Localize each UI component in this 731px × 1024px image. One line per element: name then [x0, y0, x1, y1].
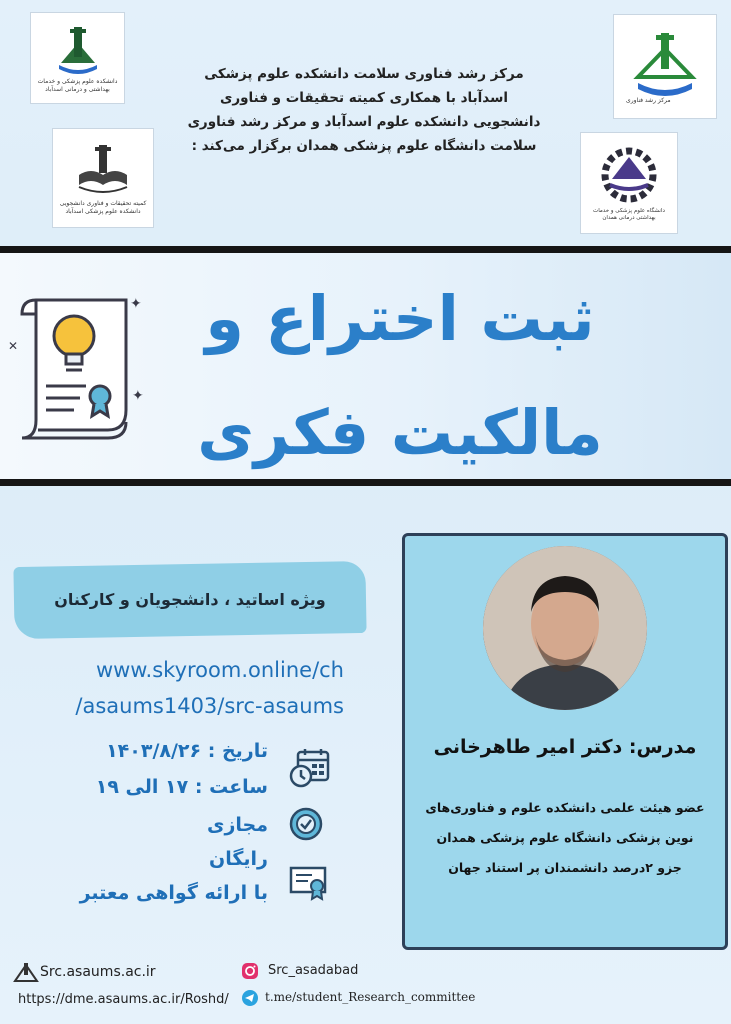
announcement-line: دانشجویی دانشکده علوم اسدآباد و مرکز رشد فناوری [187, 114, 541, 130]
logo-growth-center [613, 14, 717, 119]
certificate-icon [288, 862, 328, 902]
event-title-line2: مالکیت فکری [197, 396, 603, 469]
logo-asadabad-school [30, 12, 125, 104]
skyroom-link-line1[interactable]: www.skyroom.online/ch [95, 658, 344, 682]
bio-line: جزو ۲درصد دانشمندان پر استناد جهان [448, 860, 682, 875]
bio-line: نوین پزشکی دانشگاه علوم پزشکی همدان [436, 830, 694, 845]
event-date: تاریخ : ۱۴۰۳/۸/۲۶ [106, 740, 268, 762]
verified-badge-icon [288, 806, 324, 842]
calendar-clock-icon [288, 746, 332, 790]
announcement-line: مرکز رشد فناوری سلامت دانشکده علوم پزشکی [204, 66, 524, 82]
logo-hamadan-university [580, 132, 678, 234]
logo-caption: دانشگاه علوم پزشکی و خدمات بهداشتی درمانی همدان [593, 207, 665, 221]
website-link[interactable]: Src.asaums.ac.ir [40, 964, 156, 980]
gear-book-emblem-icon [594, 145, 664, 205]
announcement-line: اسدآباد با همکاری کمیته تحقیقات و فناوری [219, 90, 509, 106]
svg-text:✦: ✦ [132, 388, 144, 404]
announcement-line: سلامت دانشگاه علوم پزشکی همدان برگزار می‌کند : [191, 138, 537, 154]
logo-caption: مرکز رشد فناوری [626, 96, 671, 104]
telegram-icon [241, 989, 259, 1007]
svg-text:✦: ✦ [130, 296, 142, 312]
teacher-photo [483, 546, 647, 710]
school-emblem-icon [55, 23, 101, 75]
event-mode: مجازی [207, 814, 268, 836]
teacher-bio [410, 793, 720, 883]
audience-label: ویژه اساتید ، دانشجویان و کارکنان [54, 590, 326, 609]
event-time: ساعت : ۱۷ الی ۱۹ [95, 776, 268, 798]
event-price: رایگان [209, 848, 268, 870]
top-divider [0, 246, 731, 253]
instagram-handle[interactable]: Src_asadabad [268, 963, 359, 978]
book-emblem-icon [75, 141, 131, 197]
bottom-divider [0, 479, 731, 486]
event-certificate: با ارائه گواهی معتبر [79, 882, 268, 904]
logo-caption: دانشکده علوم پزشکی و خدمات بهداشتی و درمانی اسدآباد [37, 78, 118, 93]
logo-caption: کمیته تحقیقات و فناوری دانشجویی دانشکده علوم پزشکی اسدآباد [59, 200, 147, 215]
logo-research-committee [52, 128, 154, 228]
patent-lightbulb-icon [8, 290, 144, 450]
instagram-icon [241, 962, 259, 980]
bio-line: عضو هیئت علمی دانشکده علوم و فناوری‌های [425, 800, 705, 815]
roshd-url[interactable]: https://dme.asaums.ac.ir/Roshd/ [18, 992, 229, 1007]
teacher-name: مدرس: دکتر امیر طاهرخانی [433, 736, 697, 758]
telegram-link[interactable]: t.me/student_Research_committee [265, 990, 476, 1004]
skyroom-link-line2[interactable]: /asaums1403/src-asaums [75, 694, 344, 718]
event-title-line1: ثبت اختراع و [205, 282, 595, 355]
website-icon [13, 961, 39, 983]
organizer-announcement [178, 62, 550, 158]
growth-center-emblem-icon [630, 27, 700, 107]
svg-text:✕: ✕ [8, 339, 19, 353]
